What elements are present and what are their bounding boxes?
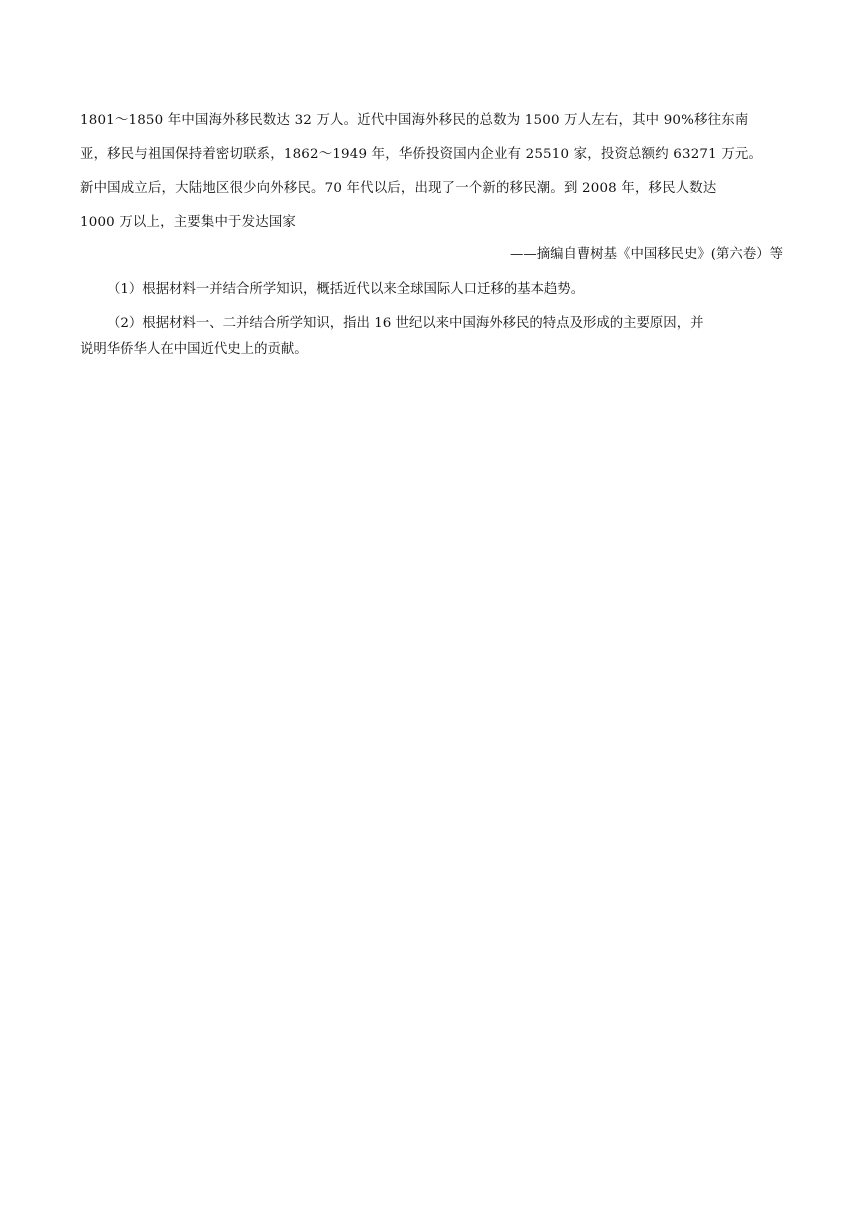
question-2-line-2: 说明华侨华人在中国近代史上的贡献。 [80,342,308,357]
passage-line-3: 新中国成立后，大陆地区很少向外移民。70 年代以后，出现了一个新的移民潮。到 2008 年，移民人数达 [80,181,717,196]
questions-block [80,277,783,369]
passage-line-4: 1000 万以上，主要集中于发达国家 [80,215,297,230]
question-2-line-1: （2）根据材料一、二并结合所学知识，指出 16 世纪以来中国海外移民的特点及形成的主要原因，并 [107,316,704,331]
passage-line-2: 亚，移民与祖国保持着密切联系，1862～1949 年，华侨投资国内企业有 25510 家，投资总额约 63271 万元。 [80,147,763,162]
passage-line-1: 1801～1850 年中国海外移民数达 32 万人。近代中国海外移民的总数为 1500 万人左右，其中 90%移往东南 [80,113,749,128]
question-1: （1）根据材料一并结合所学知识，概括近代以来全球国际人口迁移的基本趋势。 [107,282,585,297]
material-two-passage [80,108,783,244]
source-citation: ——摘编自曹树基《中国移民史》(第六卷）等 [509,247,783,262]
